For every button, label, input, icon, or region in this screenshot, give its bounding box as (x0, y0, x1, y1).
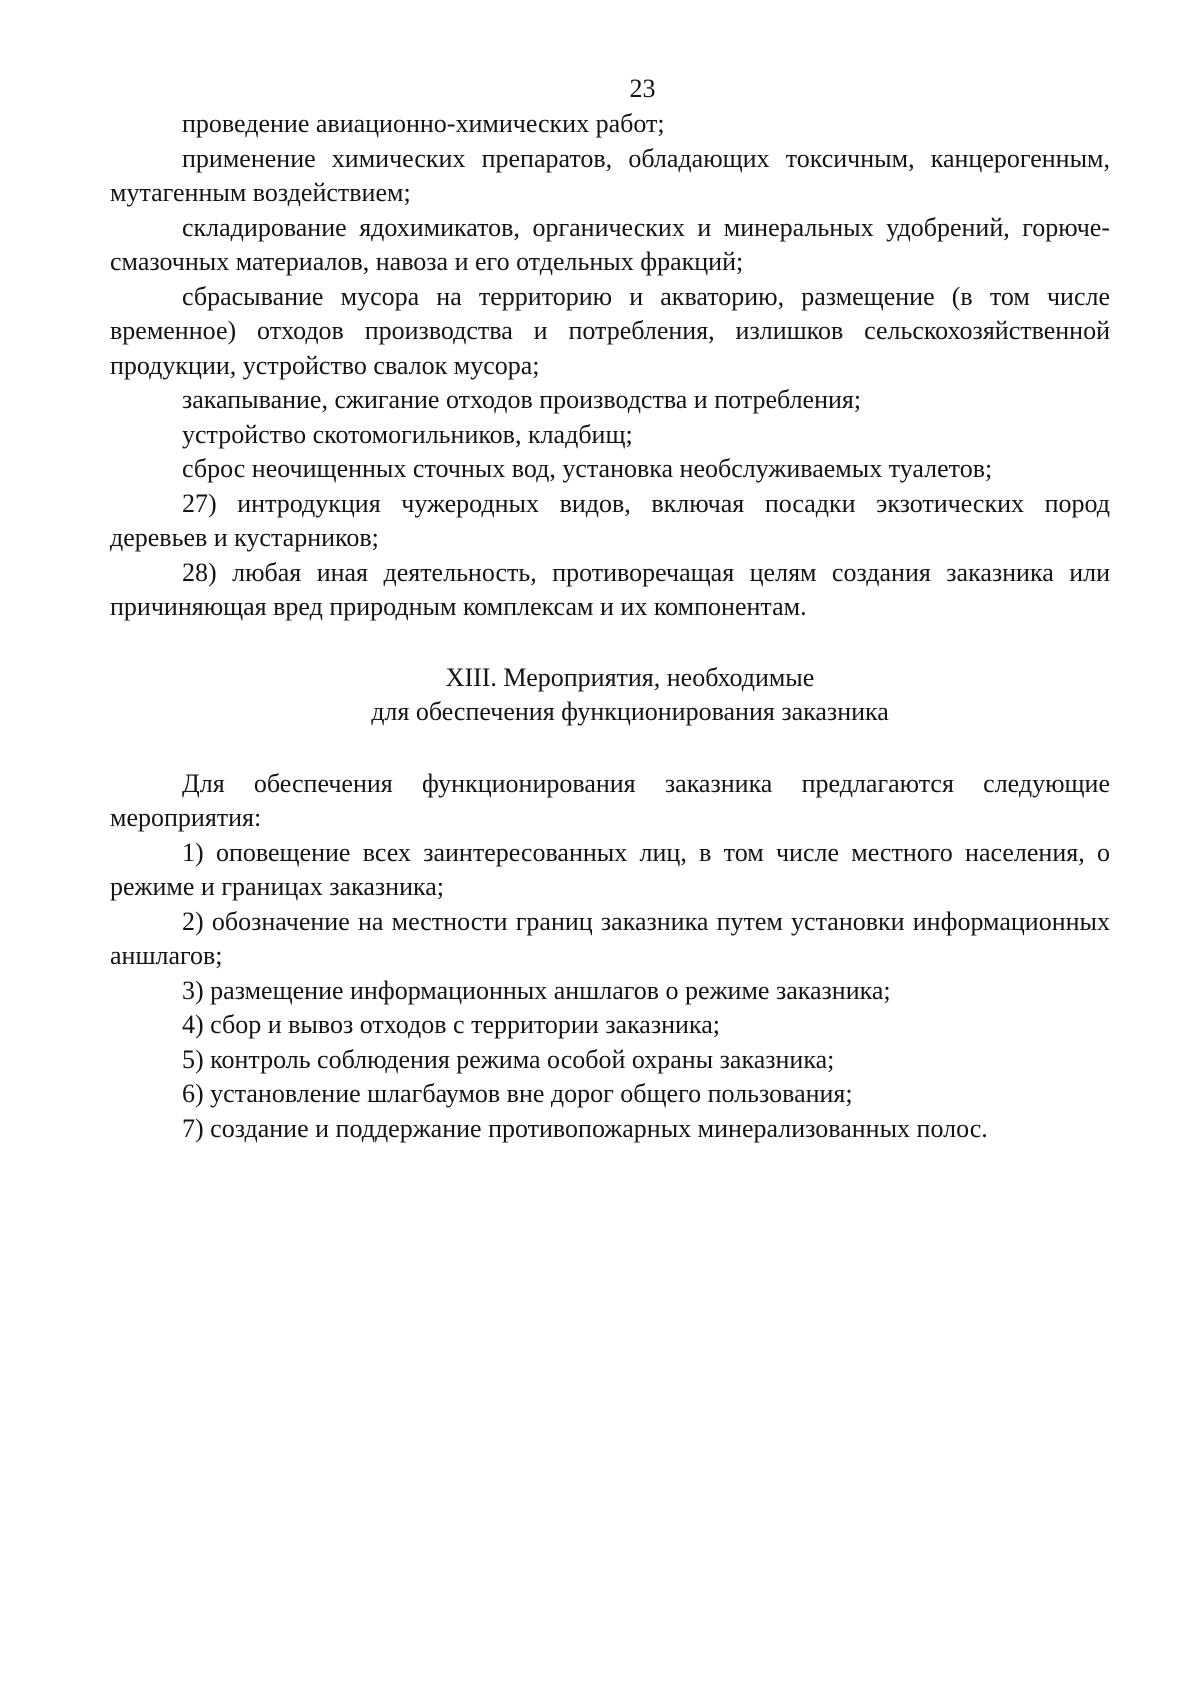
list-item: складирование ядохимикатов, органических и минеральных удобрений, горюче-смазочных материалов, навоза и его отдельных фракций; (110, 212, 1110, 276)
section-title-line2: для обеспечения функционирования заказника (371, 697, 889, 726)
list-item-28: 28) любая иная деятельность, противоречащая целям создания заказника или причиняющая вред природным комплексам и их компонентам. (110, 557, 1110, 621)
page-number: 23 (629, 74, 656, 103)
measure-item-3: 3) размещение информационных аншлагов о режиме заказника; (182, 975, 891, 1005)
measure-item-2: 2) обозначение на местности границ заказника путем установки информационных аншлагов; (110, 906, 1110, 970)
list-item: сброс неочищенных сточных вод, установка необслуживаемых туалетов; (182, 454, 993, 483)
measure-item-1: 1) оповещение всех заинтересованных лиц, в том числе местного населения, о режиме и границах заказника; (110, 837, 1110, 901)
section-intro: Для обеспечения функционирования заказника предлагаются следующие мероприятия: (110, 768, 1110, 832)
section-title-line1: XIII. Мероприятия, необходимые (445, 662, 815, 692)
list-item: проведение авиационно-химических работ; (182, 109, 665, 138)
measure-item-4: 4) сбор и вывоз отходов с территории заказника; (182, 1010, 720, 1039)
document-body (110, 107, 1110, 1146)
list-item-27: 27) интродукция чужеродных видов, включая посадки экзотических пород деревьев и кустарников; (110, 488, 1110, 552)
measure-item-5: 5) контроль соблюдения режима особой охраны заказника; (182, 1044, 835, 1074)
list-item: сбрасывание мусора на территорию и акваторию, размещение (в том числе временное) отходов производства и потребления, излишков сельскохозяйственной продукции, устройство свалок мусора; (110, 281, 1110, 380)
list-item: применение химических препаратов, обладающих токсичным, канцерогенным, мутагенным воздействием; (110, 143, 1110, 207)
list-item: устройство скотомогильников, кладбищ; (182, 419, 633, 449)
section-heading (110, 661, 1110, 730)
list-item: закапывание, сжигание отходов производства и потребления; (182, 385, 862, 414)
measure-item-6: 6) установление шлагбаумов вне дорог общего пользования; (182, 1079, 853, 1108)
measure-item-7: 7) создание и поддержание противопожарных минерализованных полос. (182, 1113, 988, 1143)
